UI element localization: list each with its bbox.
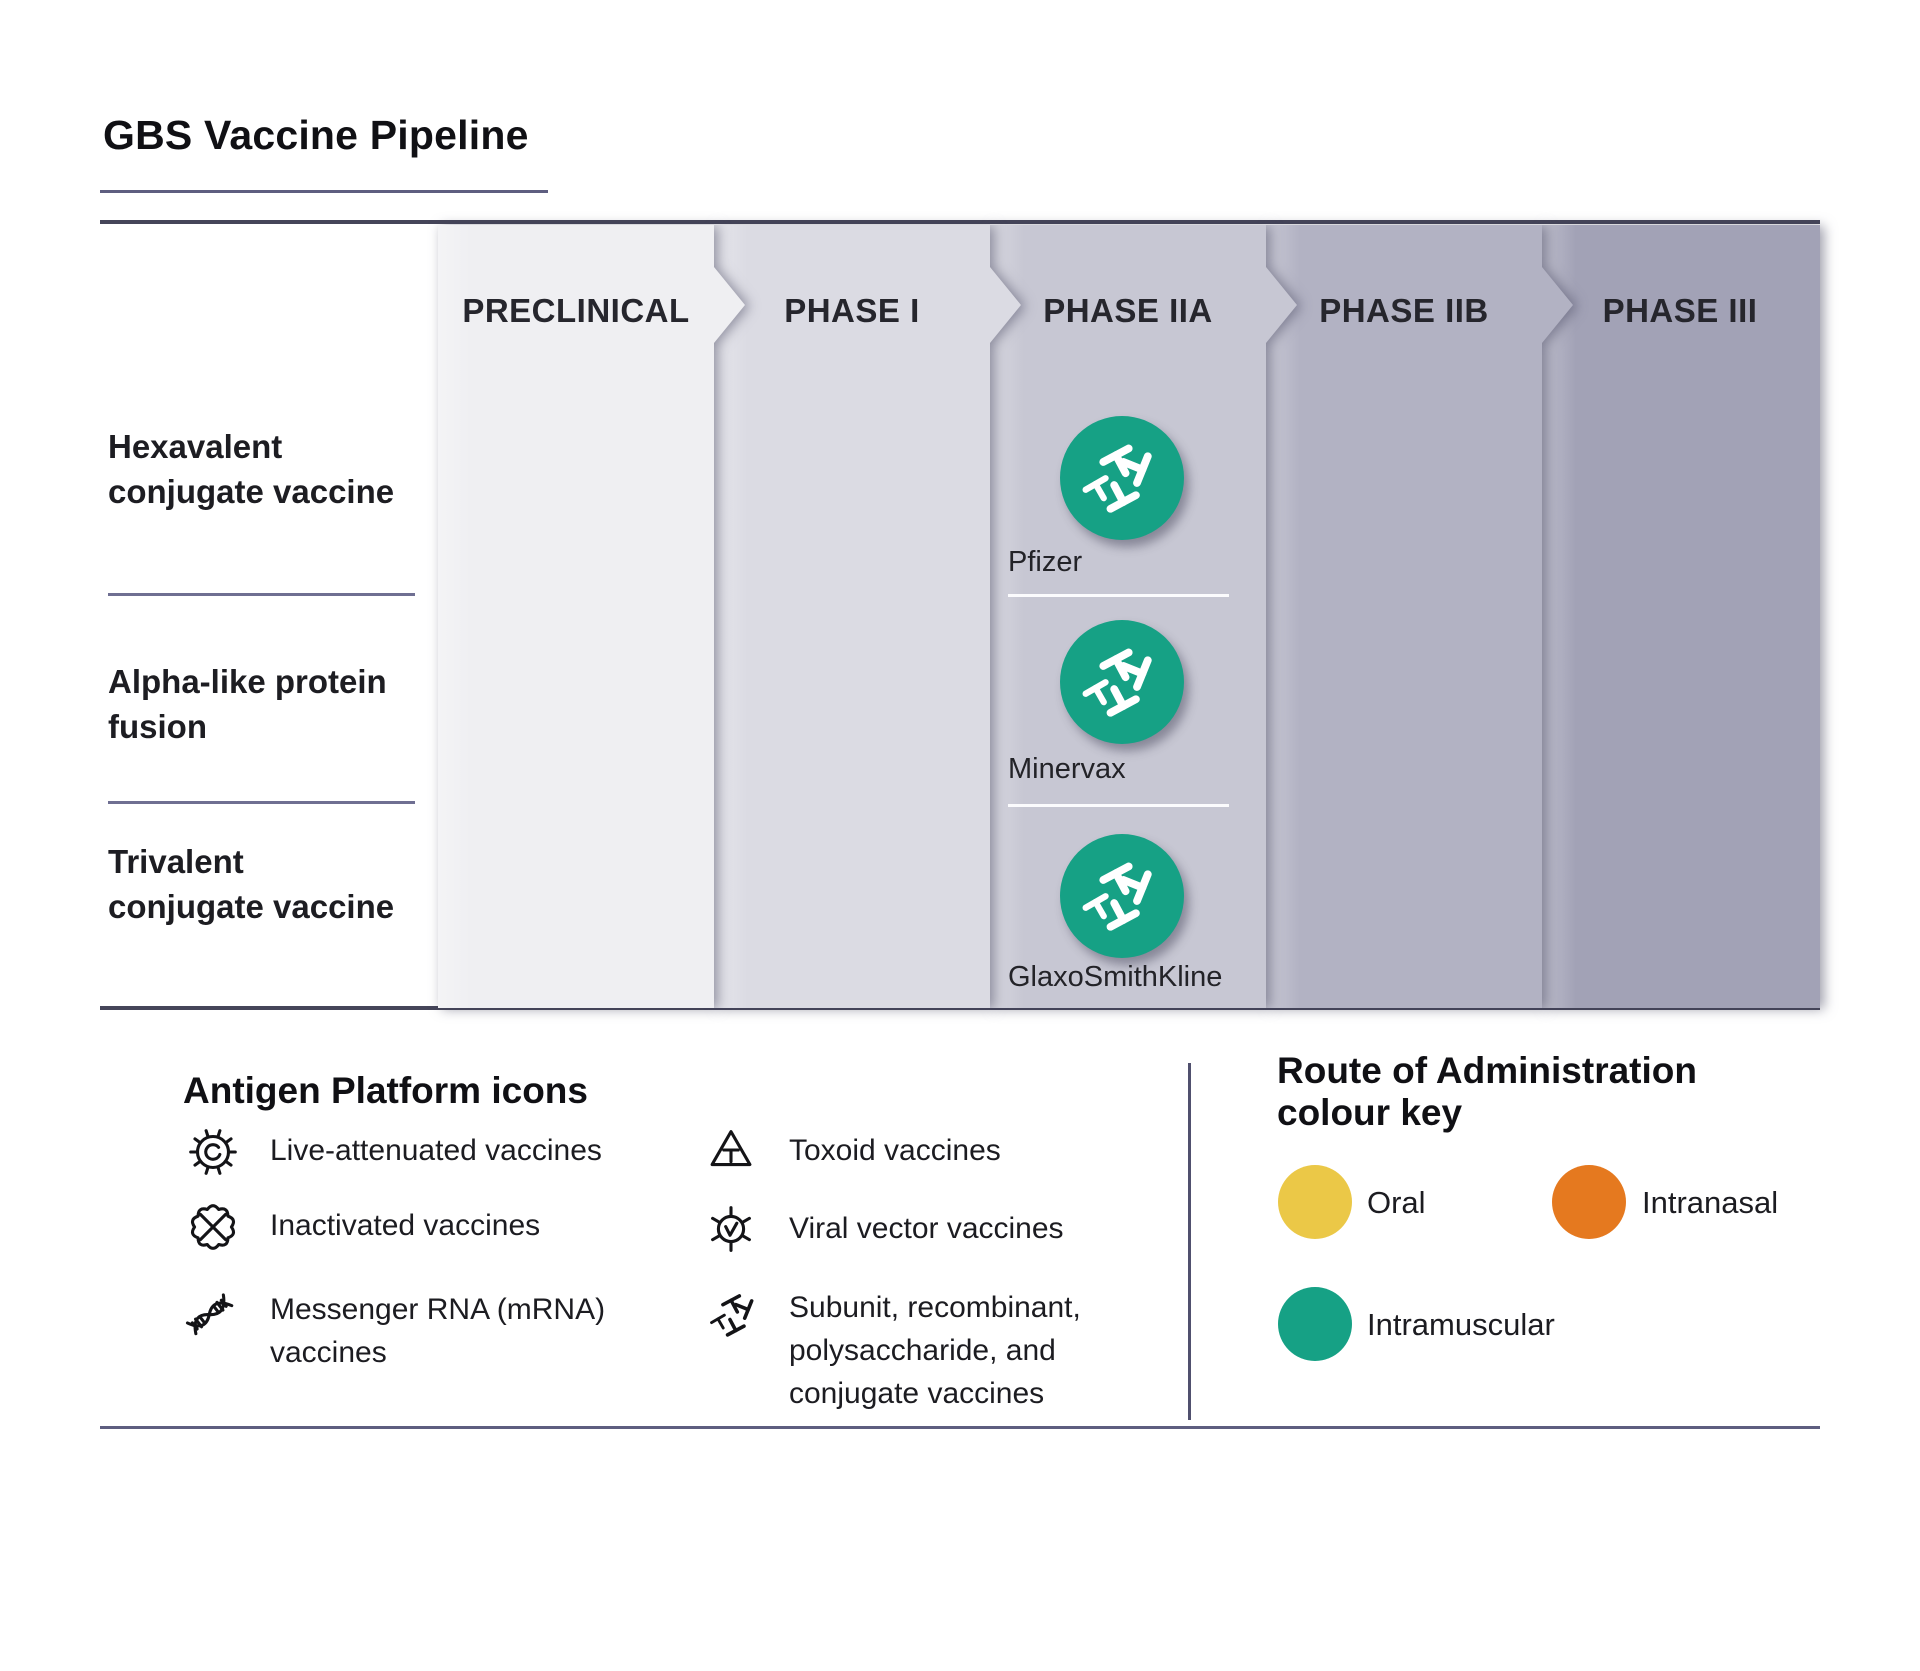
phase-column-phase-iii: [1542, 225, 1820, 1008]
entry-marker-glaxosmithkline: [1060, 834, 1184, 958]
row-label-hexavalent: Hexavalent conjugate vaccine: [108, 428, 395, 510]
row-label-trivalent: Trivalent conjugate vaccine: [108, 843, 395, 925]
phase-column-preclinical: [438, 225, 748, 1008]
phase-header-phase-i: PHASE I: [784, 292, 920, 329]
phase-header-phase-iii: PHASE III: [1602, 292, 1758, 329]
title-underline: [100, 190, 548, 193]
legend-label-viral-vector: Viral vector vaccines: [789, 1212, 1064, 1245]
entry-company-label: Pfizer: [1008, 546, 1083, 578]
row-label-alpha-like: Alpha-like protein fusion: [108, 663, 387, 745]
entry-marker-minervax: [1060, 620, 1184, 744]
antigen-legend-heading: Antigen Platform icons: [183, 1070, 588, 1111]
subunit-vaccine-icon: [703, 1283, 767, 1347]
route-swatch-intramuscular: [1278, 1287, 1352, 1361]
route-legend-heading: Route of Administration colour key: [1277, 1050, 1697, 1133]
page-title: GBS Vaccine Pipeline: [103, 112, 529, 158]
entry-separator: [1008, 804, 1229, 807]
viral-vector-icon: [699, 1197, 763, 1261]
phase-column-phase-iib: [1266, 225, 1576, 1008]
route-label-intramuscular: Intramuscular: [1367, 1307, 1555, 1342]
subunit-vaccine-icon: [1074, 848, 1170, 944]
mrna-icon: [178, 1282, 242, 1346]
route-swatch-intranasal: [1552, 1165, 1626, 1239]
phase-column-shape: [1266, 225, 1576, 1008]
route-swatch-oral: [1278, 1165, 1352, 1239]
legend-label-mrna: Messenger RNA (mRNA) vaccines: [270, 1293, 606, 1369]
legend-label-live-attenuated: Live-attenuated vaccines: [270, 1134, 602, 1167]
entry-separator: [1008, 594, 1229, 597]
route-label-intranasal: Intranasal: [1642, 1185, 1779, 1220]
row-divider: [108, 801, 415, 804]
phase-column-shape: [438, 225, 748, 1008]
footer-rule: [100, 1426, 1820, 1429]
phase-header-phase-iia: PHASE IIA: [1043, 292, 1213, 329]
entry-company-label: GlaxoSmithKline: [1008, 961, 1223, 993]
subunit-vaccine-icon: [1074, 430, 1170, 526]
route-label-oral: Oral: [1367, 1185, 1426, 1220]
toxoid-icon: [699, 1118, 763, 1182]
phase-column-phase-i: [714, 225, 1024, 1008]
entry-company-label: Minervax: [1008, 753, 1126, 785]
phase-header-preclinical: PRECLINICAL: [462, 292, 690, 329]
row-divider: [108, 593, 415, 596]
legend-divider: [1188, 1063, 1191, 1420]
legend-label-inactivated: Inactivated vaccines: [270, 1209, 541, 1242]
live-attenuated-icon: [181, 1120, 245, 1184]
phase-column-shape: [1542, 225, 1820, 1008]
phase-header-phase-iib: PHASE IIB: [1319, 292, 1489, 329]
inactivated-icon: [181, 1195, 245, 1259]
legend-label-subunit: Subunit, recombinant, polysaccharide, and conjugate vaccines: [789, 1291, 1081, 1410]
table-top-rule: [100, 220, 1820, 224]
entry-marker-pfizer: [1060, 416, 1184, 540]
phase-column-shape: [714, 225, 1024, 1008]
subunit-vaccine-icon: [1074, 634, 1170, 730]
legend-label-toxoid: Toxoid vaccines: [789, 1134, 1001, 1167]
